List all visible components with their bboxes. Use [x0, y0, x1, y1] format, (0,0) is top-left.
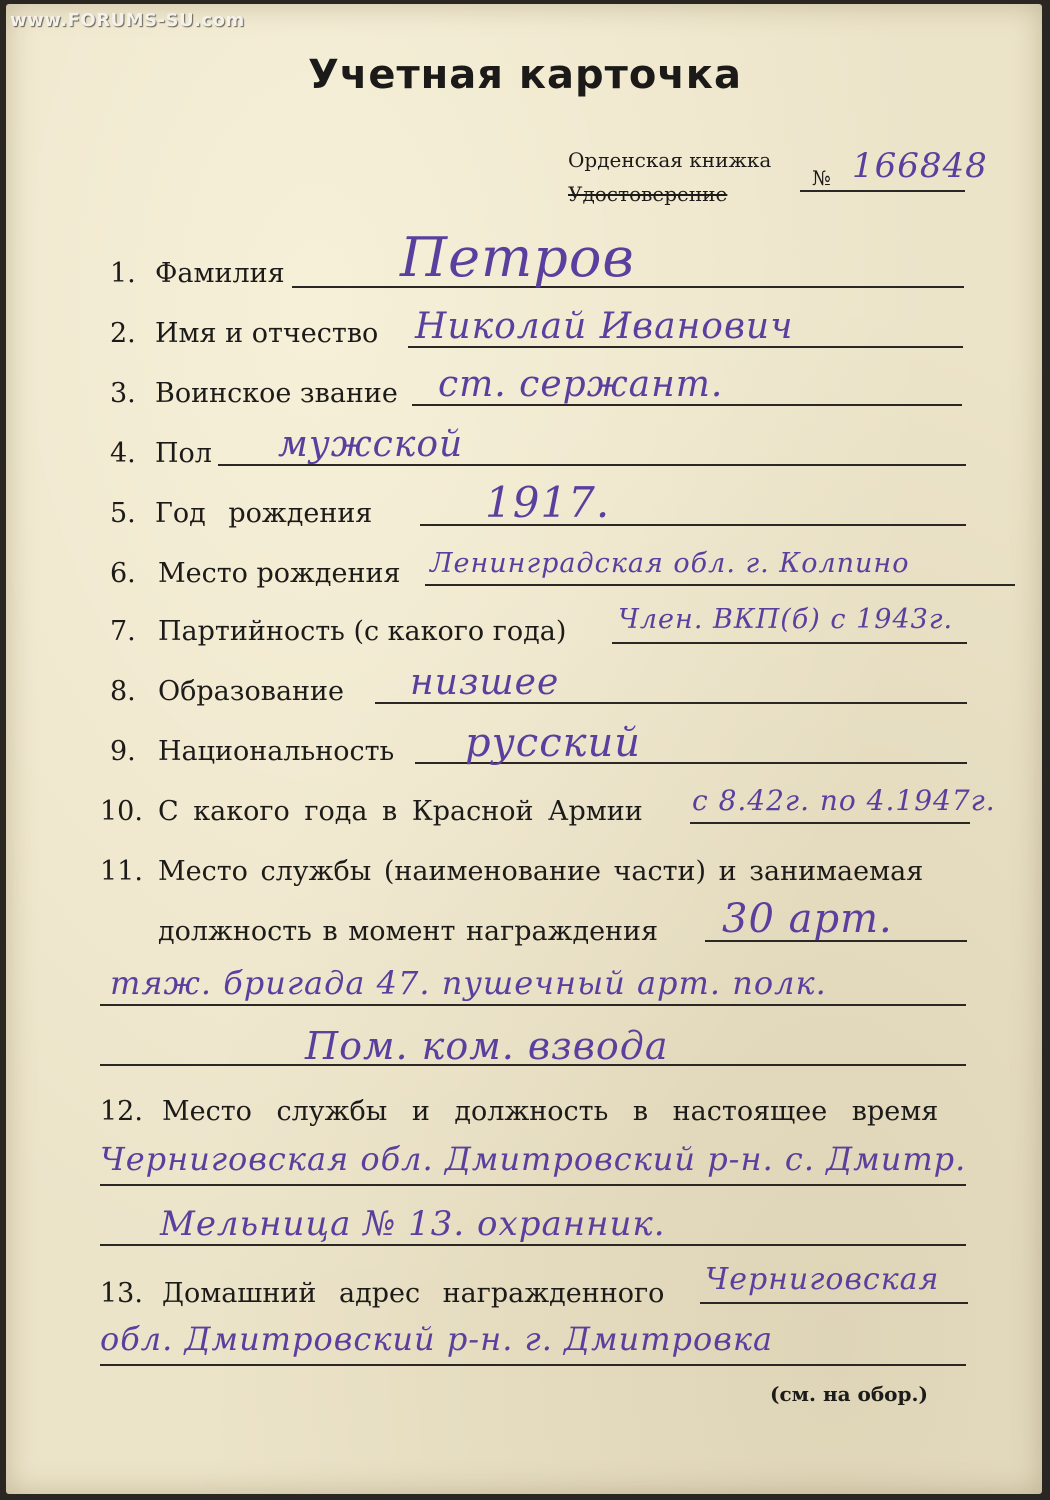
see-reverse-note: (см. на обор.) — [770, 1382, 928, 1406]
field-2-label: Имя и отчество — [155, 318, 379, 349]
field-6-label: Место рождения — [158, 558, 401, 589]
field-9-value: русский — [465, 720, 642, 766]
field-12-value-line2: Мельница № 13. охранник. — [160, 1204, 666, 1244]
field-13-value: Черниговская — [705, 1262, 940, 1297]
field-11-label: Место службы (наименование части) и занимаемая — [158, 856, 924, 887]
field-6-number: 6. — [110, 558, 136, 589]
certificate-label: Удостоверение — [568, 182, 728, 206]
field-13-line-1 — [700, 1302, 968, 1304]
field-1-value: Петров — [400, 226, 635, 289]
order-book-number: 166848 — [852, 146, 988, 186]
field-13-line-2 — [100, 1364, 966, 1366]
field-11-value-line2: тяж. бригада 47. пушечный арт. полк. — [110, 964, 827, 1002]
card-title: Учетная карточка — [308, 52, 742, 98]
field-11-value: 30 арт. — [722, 896, 893, 942]
field-6-line — [425, 584, 1015, 586]
field-9-number: 9. — [110, 736, 136, 767]
field-5-label: Год рождения — [155, 498, 373, 529]
field-11-line-2 — [100, 1004, 966, 1006]
field-8-label: Образование — [158, 676, 345, 707]
field-4-label: Пол — [155, 438, 212, 469]
field-2-number: 2. — [110, 318, 136, 349]
field-4-number: 4. — [110, 438, 136, 469]
field-12-number: 12. — [100, 1096, 143, 1127]
field-7-label: Партийность (с какого года) — [158, 616, 567, 647]
field-6-value: Ленинградская обл. г. Колпино — [430, 548, 910, 579]
field-11-label-line2: должность в момент награждения — [158, 916, 659, 947]
number-underline — [800, 190, 965, 192]
field-3-value: ст. сержант. — [438, 364, 724, 405]
watermark: www.FORUMS-SU.com — [10, 10, 245, 31]
field-12-label: Место службы и должность в настоящее время — [162, 1096, 939, 1127]
field-5-number: 5. — [110, 498, 136, 529]
field-11-number: 11. — [100, 856, 143, 887]
field-10-line — [690, 822, 970, 824]
field-3-number: 3. — [110, 378, 136, 409]
order-book-label: Орденская книжка — [568, 148, 772, 172]
field-1-label: Фамилия — [155, 258, 285, 289]
field-7-value: Член. ВКП(б) с 1943г. — [618, 604, 954, 635]
field-10-label: С какого года в Красной Армии — [158, 796, 643, 827]
field-8-value: низшее — [410, 662, 560, 703]
field-5-value: 1917. — [485, 478, 611, 527]
field-10-number: 10. — [100, 796, 143, 827]
field-12-line-2 — [100, 1244, 966, 1246]
field-1-number: 1. — [110, 258, 136, 289]
field-13-number: 13. — [100, 1278, 143, 1309]
field-12-line-1 — [100, 1184, 966, 1186]
field-13-value-line2: обл. Дмитровский р-н. г. Дмитровка — [100, 1320, 774, 1358]
field-3-label: Воинское звание — [155, 378, 398, 409]
field-4-value: мужской — [278, 424, 464, 465]
number-label: № — [812, 166, 831, 190]
field-11-value-line3: Пом. ком. взвода — [305, 1024, 669, 1068]
field-9-label: Национальность — [158, 736, 395, 767]
field-8-number: 8. — [110, 676, 136, 707]
field-12-value: Черниговская обл. Дмитровский р-н. с. Дмитр. — [100, 1140, 967, 1178]
field-2-value: Николай Иванович — [415, 306, 794, 347]
field-10-value: с 8.42г. по 4.1947г. — [692, 784, 996, 817]
field-7-line — [612, 642, 967, 644]
field-7-number: 7. — [110, 616, 136, 647]
field-13-label: Домашний адрес награжденного — [162, 1278, 665, 1309]
